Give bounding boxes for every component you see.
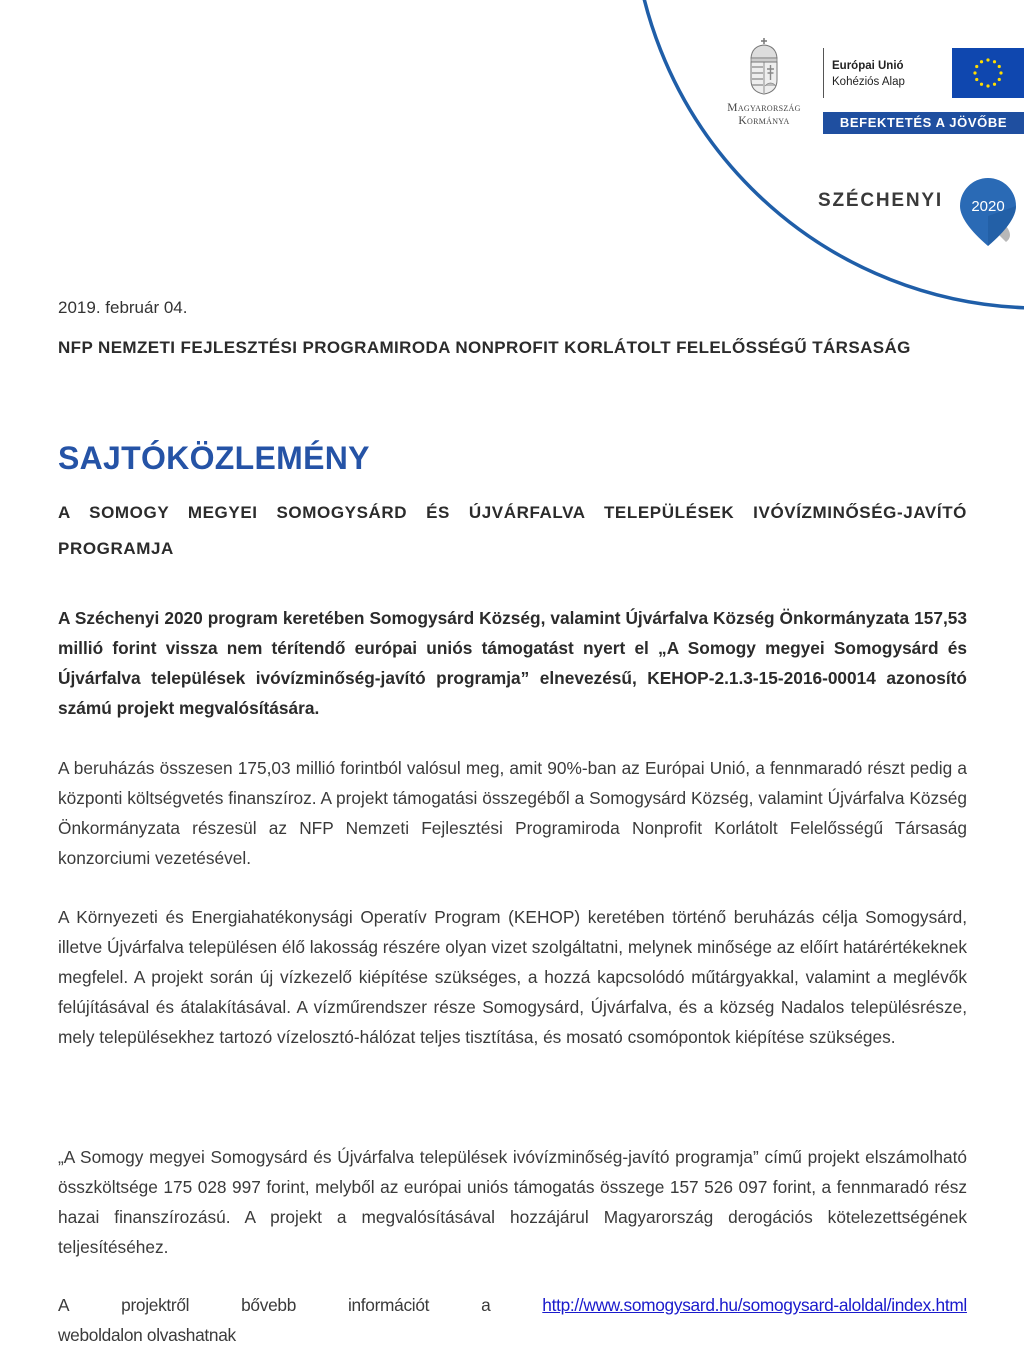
closing-line — [58, 1290, 967, 1320]
szechenyi-label: SZÉCHENYI — [818, 190, 943, 211]
eu-title: Európai Unió — [832, 60, 904, 72]
government-name-line1: Magyarország — [727, 102, 801, 114]
eu-star-icon — [973, 71, 976, 74]
location-pin-icon — [958, 176, 1020, 248]
eu-star-icon — [986, 84, 989, 87]
lead-paragraph: A Széchenyi 2020 program keretében Somogysárd Község, valamint Újvárfalva Község Önkormányzata 157,53 millió forint vissza nem térítendő európai uniós támogatást nyert el „A Somogy megyei Somogysárd és Újvárfalva települések ivóvízminőség-javító programja” elnevezésű, KEHOP-2.1.3-15-2016-00014 azonosító számú projekt megvalósítására. — [58, 608, 967, 718]
closing-word: információt — [347, 1295, 430, 1315]
eu-divider — [823, 48, 824, 98]
page-title: SAJTÓKÖZLEMÉNY — [58, 440, 370, 476]
closing-suffix: weboldalon olvashatnak — [58, 1325, 236, 1345]
eu-subtitle: Kohéziós Alap — [832, 76, 905, 88]
slogan-banner: BEFEKTETÉS A JÖVŐBE — [823, 112, 1024, 134]
closing-word: a — [481, 1295, 491, 1315]
szechenyi-year: 2020 — [971, 198, 1005, 215]
release-date: 2019. február 04. — [58, 298, 188, 317]
eu-flag-icon — [952, 48, 1024, 98]
hungarian-coat-of-arms-icon — [747, 36, 781, 96]
government-logo — [706, 36, 822, 128]
closing-word: projektről — [121, 1295, 190, 1315]
body-paragraph: A beruházás összesen 175,03 millió forintból valósul meg, amit 90%-ban az Európai Unió, a fennmaradó részt pedig a központi költségvetés finanszíroz. A projekt támogatási összegéből a Somogysárd Község, valamint Újvárfalva Község Önkormányzata részesül az NFP Nemzeti Fejlesztési Programiroda Nonprofit Korlátolt Felelősségű Társaság konzorciumi vezetésével. — [58, 758, 967, 868]
eu-logo-text — [832, 58, 905, 90]
eu-star-icon — [993, 60, 996, 63]
project-link[interactable]: http://www.somogysard.hu/somogysard-aloldal/index.html — [542, 1295, 967, 1315]
header-logos — [0, 0, 1024, 310]
eu-star-icon — [998, 78, 1001, 81]
body-paragraph: „A Somogy megyei Somogysárd és Újvárfalva települések ivóvízminőség-javító programja” című projekt elszámolható összköltsége 175 028 997 forint, melyből az európai uniós támogatás összege 157 526 097 forint, a fennmaradó rész hazai finanszírozású. A projekt a megvalósításával hozzájárul Magyarország derogációs kötelezettségének teljesítéséhez. — [58, 1147, 967, 1257]
eu-star-icon — [999, 71, 1002, 74]
eu-star-icon — [998, 65, 1001, 68]
eu-star-icon — [980, 60, 983, 63]
closing-word: A — [58, 1295, 70, 1315]
closing-paragraph — [58, 1290, 967, 1350]
eu-star-icon — [993, 83, 996, 86]
eu-flag-background — [952, 48, 1024, 98]
organization-name: NFP NEMZETI FEJLESZTÉSI PROGRAMIRODA NONPROFIT KORLÁTOLT FELELŐSSÉGŰ TÁRSASÁG — [58, 338, 911, 357]
eu-star-icon — [980, 83, 983, 86]
government-name-line2: Kormánya — [738, 115, 790, 127]
eu-star-icon — [986, 58, 989, 61]
closing-word: bővebb — [241, 1295, 297, 1315]
eu-star-icon — [975, 78, 978, 81]
eu-star-icon — [975, 65, 978, 68]
body-paragraph: A Környezeti és Energiahatékonysági Operatív Program (KEHOP) keretében történő beruházás célja Somogysárd, illetve Újvárfalva településen élő lakosság részére olyan vizet szolgáltatni, melynek minősége az előírt határértékeknek megfelel. A projekt során új vízkezelő kiépítése szükséges, a hozzá kapcsolódó műtárgyakkal, valamint a meglévők felújításával és átalakításával. A vízműrendszer része Somogysárd, Újvárfalva, és a község Nadalos településrésze, mely településekhez tartozó vízelosztó-hálózat teljes tisztítása, és mosató csomópontok kiépítése szükséges. — [58, 907, 967, 1047]
subtitle: A SOMOGY MEGYEI SOMOGYSÁRD ÉS ÚJVÁRFALVA TELEPÜLÉSEK IVÓVÍZMINŐSÉG-JAVÍTÓ PROGRAMJA — [58, 503, 967, 558]
